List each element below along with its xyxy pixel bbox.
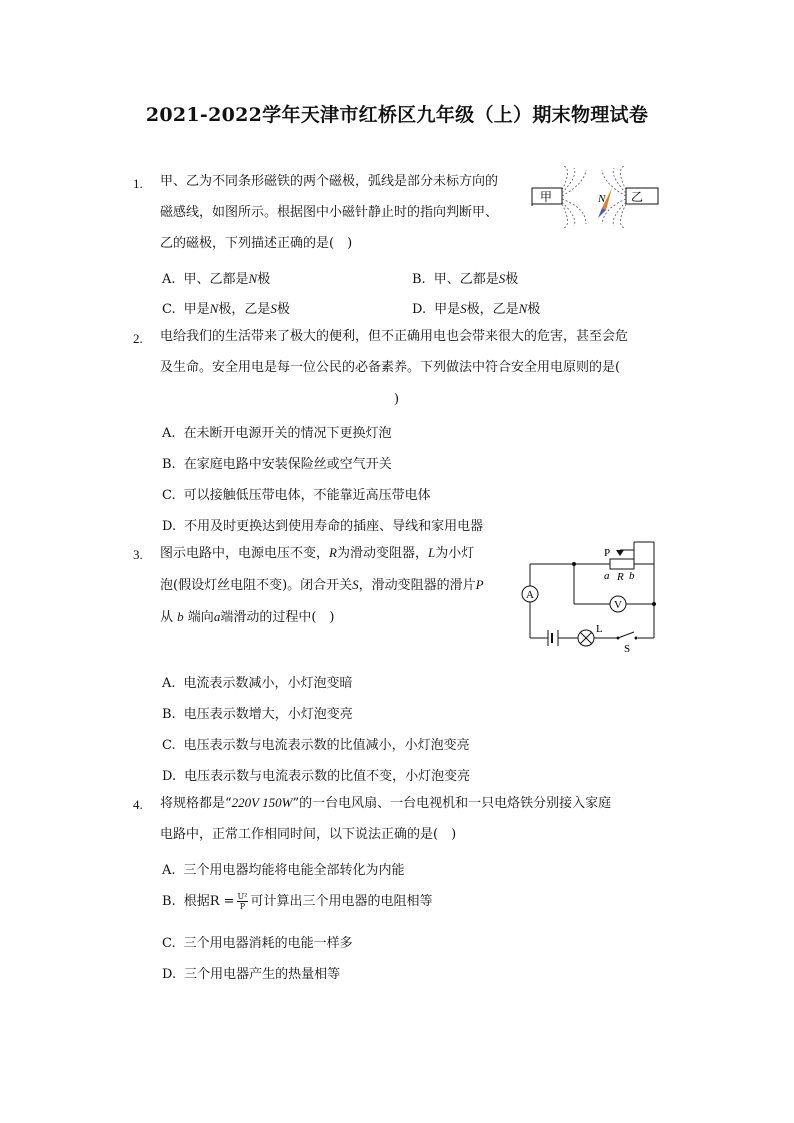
- question-1-number: 1.: [133, 176, 143, 191]
- question-1-line-3: 乙的磁极，下列描述正确的是( ): [160, 236, 353, 251]
- question-4-line-2: 电路中，正常工作相同时间，以下说法正确的是( ): [160, 827, 457, 842]
- question-1-option-a[interactable]: A. 甲、乙都是N极: [162, 271, 271, 287]
- lamp-l-label: L: [596, 623, 603, 635]
- question-2-option-c[interactable]: C. 可以接触低压带电体，不能靠近高压带电体: [162, 488, 431, 503]
- slider-arrow-icon: [616, 550, 624, 556]
- rheostat-r-label: R: [617, 571, 624, 583]
- page-title: 2021-2022学年天津市红桥区九年级（上）期末物理试卷: [145, 104, 649, 126]
- question-1-line-2: 磁感线，如图所示。根据图中小磁针静止时的指向判断甲、: [160, 205, 499, 220]
- question-1-line-1: 甲、乙为不同条形磁铁的两个磁极，弧线是部分未标方向的: [160, 174, 499, 189]
- question-4-option-c[interactable]: C. 三个用电器消耗的电能一样多: [162, 936, 353, 951]
- question-3-line-2: 泡(假设灯丝电阻不变)。闭合开关S，滑动变阻器的滑片P: [160, 577, 484, 593]
- question-3-option-d[interactable]: D. 电压表示数与电流表示数的比值不变，小灯泡变亮: [162, 769, 471, 784]
- question-2-number: 2.: [133, 331, 143, 346]
- question-3-line-3: 从 b 端向a端滑动的过程中( ): [160, 609, 335, 625]
- switch-icon: [617, 637, 620, 640]
- switch-s-label: S: [624, 643, 631, 655]
- magnet-left-label: 甲: [540, 190, 553, 204]
- question-2-line-2: 及生命。安全用电是每一位公民的必备素养。下列做法中符合安全用电原则的是(: [160, 360, 621, 375]
- question-2-line-3: ): [394, 392, 400, 407]
- question-3-line-1: 图示电路中，电源电压不变，R为滑动变阻器，L为小灯: [160, 545, 475, 561]
- question-1-option-b[interactable]: B. 甲、乙都是S极: [412, 271, 519, 287]
- question-3-number: 3.: [133, 547, 143, 562]
- slider-p-label: P: [604, 547, 611, 559]
- question-4-option-b[interactable]: B. 根据R = $\frac{\text{U²}}{P}$ 可计算出三个用电器的电阻相等: [162, 892, 433, 911]
- rheostat-a-label: a: [604, 570, 610, 582]
- question-4-option-a[interactable]: A. 三个用电器均能将电能全部转化为内能: [162, 863, 405, 878]
- rheostat: [610, 559, 634, 569]
- question-4-option-d[interactable]: D. 三个用电器产生的热量相等: [162, 967, 341, 982]
- circuit-figure: [516, 540, 662, 658]
- question-1-option-c[interactable]: C. 甲是N极，乙是S极: [162, 301, 290, 317]
- rheostat-b-label: b: [629, 570, 635, 582]
- question-1-option-d[interactable]: D. 甲是S极，乙是N极: [412, 301, 541, 317]
- question-4-number: 4.: [133, 797, 143, 812]
- magnet-right-label: 乙: [631, 190, 644, 204]
- field-lines: [562, 166, 626, 228]
- question-2-option-b[interactable]: B. 在家庭电路中安装保险丝或空气开关: [162, 457, 392, 472]
- question-2-option-d[interactable]: D. 不用及时更换达到使用寿命的插座、导线和家用电器: [162, 519, 484, 534]
- question-2-option-a[interactable]: A. 在未断开电源开关的情况下更换灯泡: [162, 426, 392, 441]
- question-3-option-a[interactable]: A. 电流表示数减小，小灯泡变暗: [162, 676, 353, 691]
- question-2-line-1: 电给我们的生活带来了极大的便利，但不正确用电也会带来很大的危害，甚至会危: [160, 329, 629, 344]
- voltmeter-label: V: [614, 599, 622, 611]
- power-formula-fraction: $\frac{\text{U²}}{P}$: [237, 892, 248, 911]
- question-4-line-1: 将规格都是“220V 150W”的一台电风扇、一台电视机和一只电烙铁分别接入家庭: [160, 795, 612, 811]
- needle-n-label: N: [598, 193, 606, 205]
- ammeter-label: A: [526, 589, 534, 601]
- question-3-option-b[interactable]: B. 电压表示数增大，小灯泡变亮: [162, 707, 353, 722]
- question-3-option-c[interactable]: C. 电压表示数与电流表示数的比值减小，小灯泡变亮: [162, 738, 470, 753]
- magnet-field-figure: [528, 166, 662, 228]
